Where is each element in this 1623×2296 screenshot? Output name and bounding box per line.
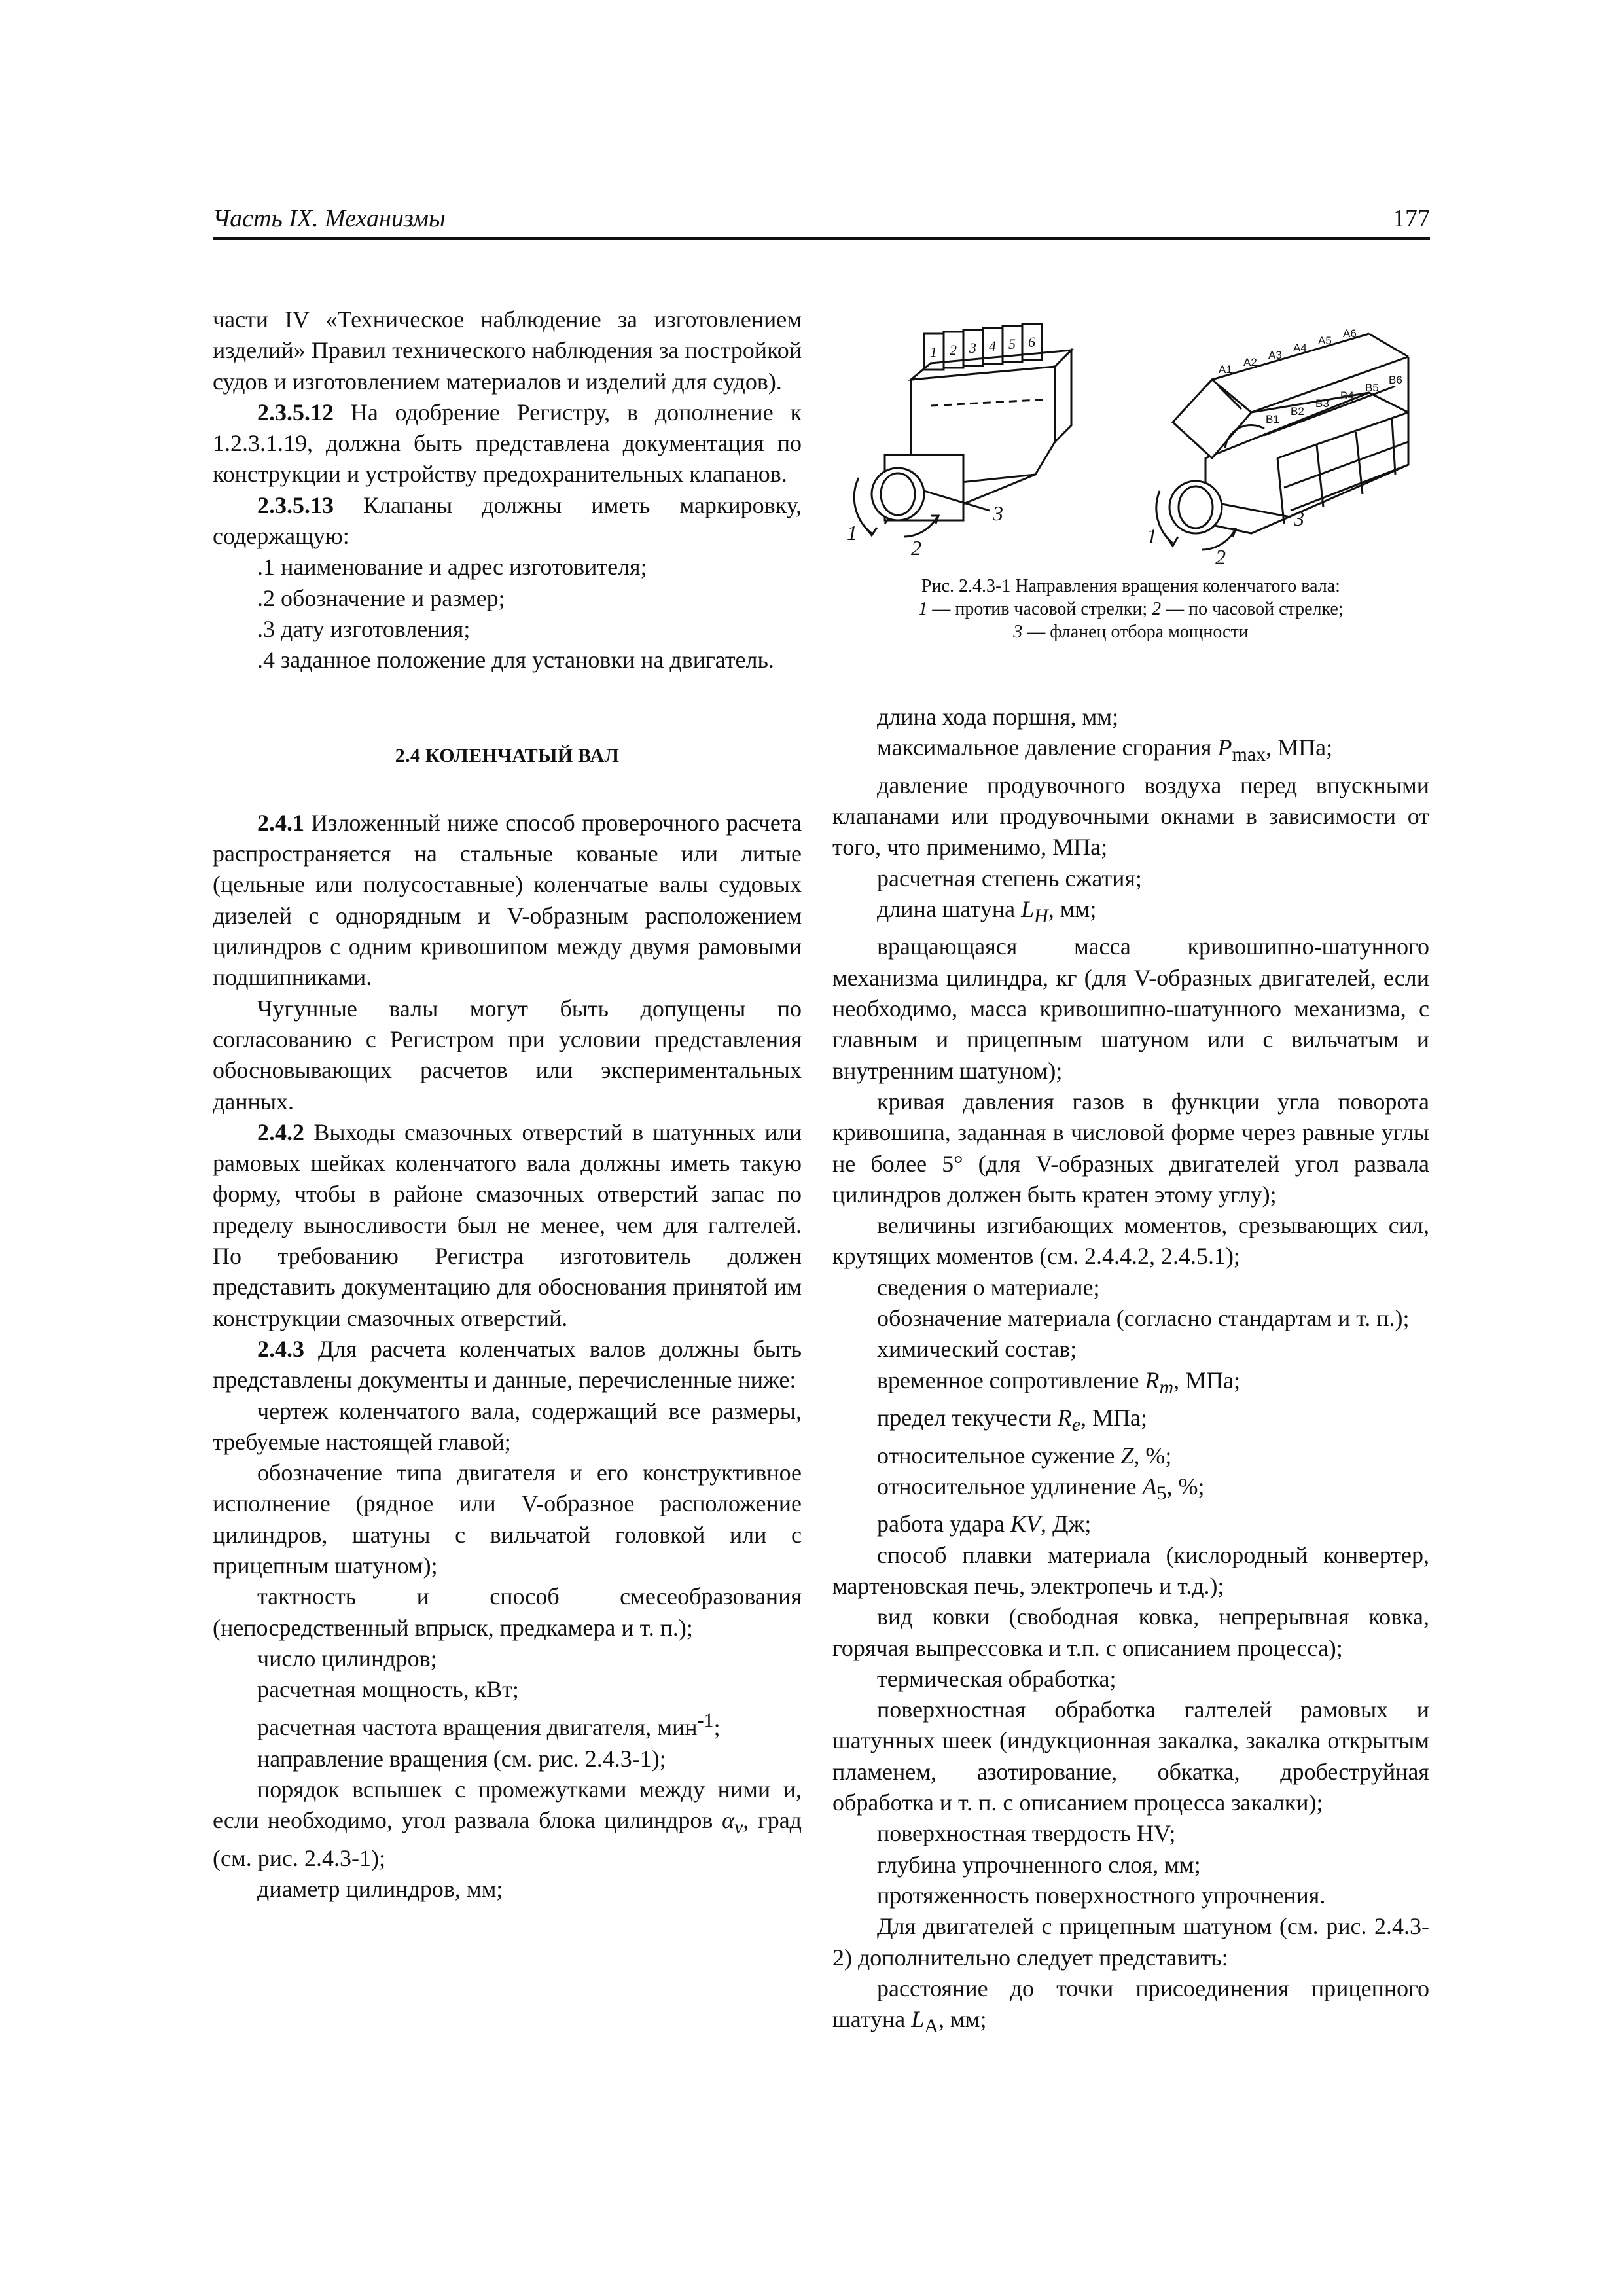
cyl-label-b: B4 [1340, 389, 1354, 402]
list-item: расчетная частота вращения двигателя, мин$^{-1}$; [257, 1710, 721, 1741]
list-item: .4 заданное положение для установки на двигатель. [257, 647, 774, 673]
list-item: .2 обозначение и размер; [257, 584, 505, 611]
cyl-label-a: A5 [1318, 334, 1332, 347]
list-item: максимальное давление сгорания $P_{max}$, МПа; [877, 734, 1333, 766]
list-item: длина хода поршня, мм; [877, 704, 1119, 730]
cyl-label-a: A6 [1343, 327, 1357, 340]
list-item: предел текучести $R_e$, МПа; [877, 1405, 1148, 1436]
list-item: давление продувочного воздуха перед впускными клапанами или продувочными окнами в зависимости от того, что применимо, МПа; [832, 772, 1429, 861]
list-item: расчетная степень сжатия; [877, 865, 1142, 891]
list-item: обозначение типа двигателя и его конструктивное исполнение (рядное или V-образное расположение цилиндров, шатуны с вильчатой головкой или с прицепным шатуном); [213, 1460, 802, 1579]
callout-3: 3 [1294, 507, 1304, 530]
cyl-label-a: A1 [1219, 363, 1232, 376]
list-item: кривая давления газов в функции угла поворота кривошипа, заданная в числовой форме через равные углы не более 5° (для V-образных двигателей угол развала цилиндров должен быть кратен этому углу); [832, 1088, 1429, 1208]
cyl-label: 5 [1008, 336, 1016, 352]
list-item: вид ковки (свободная ковка, непрерывная ковка, горячая выпрессовка и т.п. с описанием процесса); [832, 1604, 1429, 1661]
paragraph: 2.4.3 Для расчета коленчатых валов должны быть представлены документы и данные, перечисленные ниже: [213, 1335, 802, 1393]
page-number: 177 [1393, 205, 1430, 232]
cyl-label: 2 [950, 342, 957, 358]
list-item: .1 наименование и адрес изготовителя; [257, 554, 647, 581]
cyl-label-b: B2 [1291, 405, 1304, 418]
list-item: число цилиндров; [257, 1645, 437, 1672]
list-item: расчетная мощность, кВт; [257, 1676, 519, 1703]
list-item: порядок вспышек с промежутками между ними и, если необходимо, угол развала блока цилиндров $\alpha_v$, град (см. рис. 2.4.3-1); [213, 1776, 802, 1871]
clause-number: 2.3.5.13 [257, 492, 334, 518]
cyl-label-a: A2 [1243, 356, 1257, 368]
figure-caption: Рис. 2.4.3-1 Направления вращения коленчатого вала: 1 — против часовой стрелки; 2 — по часовой стрелке; 3 — фланец отбора мощности [918, 576, 1344, 642]
list-item: сведения о материале; [877, 1274, 1100, 1300]
cyl-label: 3 [969, 340, 976, 356]
cyl-label: 6 [1028, 334, 1035, 350]
paragraph: Для двигателей с прицепным шатуном (см. рис. 2.4.3-2) дополнительно следует представить: [832, 1913, 1429, 1971]
list-item: временное сопротивление $R_m$, МПа; [877, 1367, 1241, 1398]
cyl-label-b: B5 [1365, 382, 1379, 394]
list-item: расстояние до точки присоединения прицепного шатуна $L_A$, мм; [832, 1975, 1429, 2037]
list-item: вращающаяся масса кривошипно-шатунного механизма цилиндра, кг (для V-образных двигателей, если необходимо, масса кривошипно-шатунного механизма, с главным и прицепным шатуном или с вильчатым и внутренним шатуном); [832, 933, 1429, 1084]
paragraph: 2.4.1 Изложенный ниже способ проверочного расчета распространяется на стальные кованые или литые (цельные или полусоставные) коленчатые валы судовых дизелей с однорядным и V-образным расположением цилиндров с одним кривошипом между двумя рамовыми подшипниками. [213, 809, 802, 991]
list-item: работа удара KV, Дж; [877, 1511, 1092, 1537]
list-item: направление вращения (см. рис. 2.4.3-1); [257, 1745, 666, 1772]
list-item: глубина упрочненного слоя, мм; [877, 1851, 1201, 1878]
paragraph: 2.4.2 Выходы смазочных отверстий в шатунных или рамовых шейках коленчатого вала должны иметь такую форму, чтобы в районе смазочных отверстий запас по пределу выносливости был не менее, чем для галтелей. По требованию Регистра изготовитель должен представить документацию для обоснования принятой им конструкции смазочных отверстий. [213, 1119, 802, 1331]
clause-number: 2.3.5.12 [257, 399, 334, 425]
list-item: длина шатуна $L_H$, мм; [877, 895, 1097, 927]
v-engine-drawing [1156, 334, 1408, 550]
list-item: относительное сужение Z, %; [877, 1442, 1172, 1469]
cyl-label-a: A3 [1268, 349, 1282, 361]
list-item: поверхностная обработка галтелей рамовых и шатунных шеек (индукционная закалка, закалка открытым пламенем, азотирование, обкатка, дробеструйная обработка и т. п. с описанием процесса закалки); [832, 1696, 1429, 1816]
clause-number: 2.4.3 [257, 1335, 304, 1362]
section-heading: 2.4 КОЛЕНЧАТЫЙ ВАЛ [395, 744, 620, 766]
list-item: способ плавки материала (кислородный конвертер, мартеновская печь, электропечь и т.д.); [832, 1541, 1429, 1599]
callout-3: 3 [993, 501, 1003, 525]
list-item: обозначение материала (согласно стандартам и т. п.); [877, 1305, 1410, 1332]
cyl-label-b: B1 [1266, 413, 1279, 425]
crankshaft-diagram [832, 308, 1429, 569]
clause-number: 2.4.2 [257, 1119, 304, 1145]
list-item: термическая обработка; [877, 1665, 1116, 1692]
clause-number: 2.4.1 [257, 809, 304, 836]
cyl-label-b: B3 [1315, 397, 1329, 410]
right-column [832, 702, 1429, 2042]
cyl-label: 1 [930, 344, 937, 360]
cyl-label-a: A4 [1293, 342, 1307, 354]
paragraph: 2.3.5.13 Клапаны должны иметь маркировку, содержащую: [213, 492, 802, 550]
list-item: протяженность поверхностного упрочнения. [877, 1882, 1326, 1909]
list-item: чертеж коленчатого вала, содержащий все размеры, требуемые настоящей главой; [213, 1397, 802, 1455]
list-item: тактность и способ смесеобразования (непосредственный впрыск, предкамера и т. п.); [213, 1583, 802, 1641]
running-title: Часть IX. Механизмы [213, 205, 446, 232]
callout-2: 2 [911, 536, 921, 560]
list-item: поверхностная твердость HV; [877, 1820, 1176, 1847]
callout-2: 2 [1215, 545, 1226, 569]
paragraph: части IV «Техническое наблюдение за изготовлением изделий» Правил технического наблюдения за постройкой судов и изготовлением материалов и изделий для судов). [213, 306, 802, 395]
left-column [213, 304, 802, 1905]
list-item: относительное удлинение $A_5$, %; [877, 1473, 1205, 1505]
list-item: .3 дату изготовления; [257, 615, 471, 642]
paragraph: 2.3.5.12 На одобрение Регистру, в дополнение к 1.2.3.1.19, должна быть представлена документация по конструкции и устройству предохранительных клапанов. [213, 399, 802, 488]
cyl-label-b: B6 [1389, 374, 1402, 386]
callout-1: 1 [1147, 524, 1157, 548]
list-item: диаметр цилиндров, мм; [257, 1876, 503, 1903]
list-item: химический состав; [877, 1336, 1077, 1363]
paragraph: Чугунные валы могут быть допущены по согласованию с Регистром при условии представления обосновывающих расчетов или экспериментальных данных. [213, 995, 802, 1115]
inline-engine-drawing [854, 324, 1071, 537]
callout-1: 1 [847, 521, 857, 545]
figure-crankshaft-rotation [832, 308, 1429, 674]
page-header [213, 196, 1430, 240]
list-item: величины изгибающих моментов, срезывающих сил, крутящих моментов (см. 2.4.4.2, 2.4.5.1); [832, 1212, 1429, 1270]
cyl-label: 4 [989, 338, 996, 354]
